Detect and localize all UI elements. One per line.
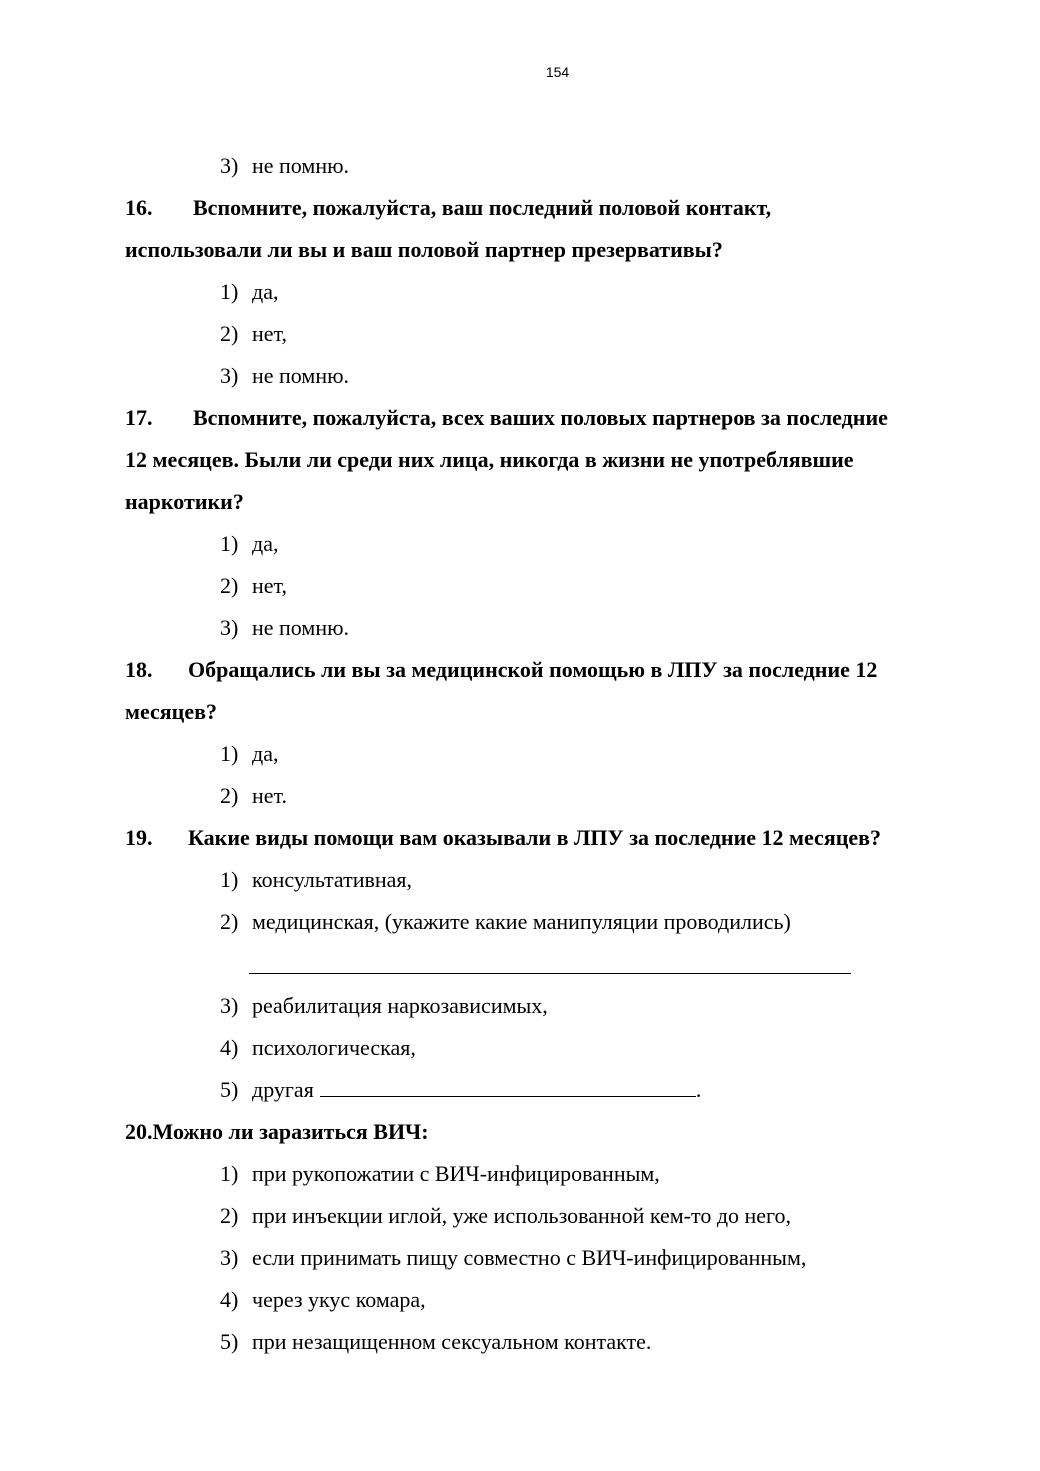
option-number: 2): [220, 321, 239, 346]
option-number: 1): [220, 1161, 239, 1186]
option-number: 5): [220, 1077, 239, 1102]
option-number: 4): [220, 1035, 239, 1060]
option-number: 1): [220, 531, 239, 556]
option-text: через укус комара,: [252, 1287, 426, 1312]
question-text: Обращались ли вы за медицинской помощью в ЛПУ за последние 12: [188, 657, 878, 682]
q16-option-1: [125, 271, 985, 313]
option-text: нет.: [252, 783, 287, 808]
q15-option-3: [125, 145, 985, 187]
q20-option-5: [125, 1321, 985, 1363]
option-number: 3): [220, 615, 239, 640]
q20-option-4: [125, 1279, 985, 1321]
option-text: консультативная,: [252, 867, 413, 892]
question-number: 16.: [125, 195, 153, 220]
question-number: 18.: [125, 657, 153, 682]
option-text: не помню.: [252, 615, 350, 640]
other-suffix: .: [695, 1077, 702, 1102]
other-answer-blank[interactable]: [320, 1095, 696, 1097]
q17-option-1: [125, 523, 985, 565]
q18-heading-cont: месяцев?: [125, 699, 218, 724]
option-text: если принимать пищу совместно с ВИЧ-инфицированным,: [252, 1245, 807, 1270]
q19-option-4: [125, 1027, 985, 1069]
question-text: Вспомните, пожалуйста, всех ваших половых партнеров за последние: [193, 405, 888, 430]
q17-heading-cont-2: наркотики?: [125, 489, 244, 514]
option-number: 2): [220, 783, 239, 808]
option-number: 5): [220, 1329, 239, 1354]
option-text: да,: [252, 741, 279, 766]
option-text: при инъекции иглой, уже использованной кем-то до него,: [252, 1203, 792, 1228]
questionnaire-content: [125, 145, 985, 1363]
option-text: нет,: [252, 573, 287, 598]
question-number: 19.: [125, 825, 153, 850]
option-number: 3): [220, 993, 239, 1018]
q16-option-2: [125, 313, 985, 355]
q16-heading: [125, 187, 985, 229]
option-number: 3): [220, 1245, 239, 1270]
option-number: 1): [220, 867, 239, 892]
q20-option-2: [125, 1195, 985, 1237]
option-text: реабилитация наркозависимых,: [252, 993, 548, 1018]
option-text: не помню.: [252, 363, 350, 388]
option-number: 2): [220, 909, 239, 934]
question-number: 17.: [125, 405, 153, 430]
option-text: при рукопожатии с ВИЧ-инфицированным,: [252, 1161, 660, 1186]
option-text: не помню.: [252, 153, 350, 178]
option-number: 3): [220, 363, 239, 388]
option-number: 2): [220, 1203, 239, 1228]
q18-option-1: [125, 733, 985, 775]
option-number: 1): [220, 741, 239, 766]
option-number: 3): [220, 153, 239, 178]
option-text: нет,: [252, 321, 287, 346]
q17-heading-cont-1: 12 месяцев. Были ли среди них лица, никогда в жизни не употреблявшие: [125, 447, 854, 472]
option-text: да,: [252, 531, 279, 556]
q17-heading: [125, 397, 985, 439]
answer-blank-line[interactable]: [249, 973, 851, 974]
q20-heading: 20.Можно ли заразиться ВИЧ:: [125, 1119, 429, 1144]
option-text: другая: [252, 1077, 314, 1102]
q20-option-3: [125, 1237, 985, 1279]
q19-option-3: [125, 985, 985, 1027]
q16-heading-cont: использовали ли вы и ваш половой партнер презервативы?: [125, 237, 723, 262]
q19-option-1: [125, 859, 985, 901]
q18-heading: [125, 649, 985, 691]
q17-option-3: [125, 607, 985, 649]
q19-option-2: [125, 901, 985, 943]
question-text: Вспомните, пожалуйста, ваш последний половой контакт,: [193, 195, 772, 220]
option-number: 2): [220, 573, 239, 598]
option-number: 4): [220, 1287, 239, 1312]
option-text: психологическая,: [252, 1035, 416, 1060]
q16-option-3: [125, 355, 985, 397]
q19-heading: [125, 817, 985, 859]
page-number: 154: [545, 64, 570, 80]
q19-option-5: [125, 1069, 985, 1111]
question-text: Какие виды помощи вам оказывали в ЛПУ за последние 12 месяцев?: [188, 825, 882, 850]
option-text: при незащищенном сексуальном контакте.: [252, 1329, 652, 1354]
option-number: 1): [220, 279, 239, 304]
option-text: да,: [252, 279, 279, 304]
q17-option-2: [125, 565, 985, 607]
option-text: медицинская, (укажите какие манипуляции проводились): [252, 909, 791, 934]
q19-answer-blank-row: [125, 943, 985, 985]
q20-option-1: [125, 1153, 985, 1195]
q18-option-2: [125, 775, 985, 817]
